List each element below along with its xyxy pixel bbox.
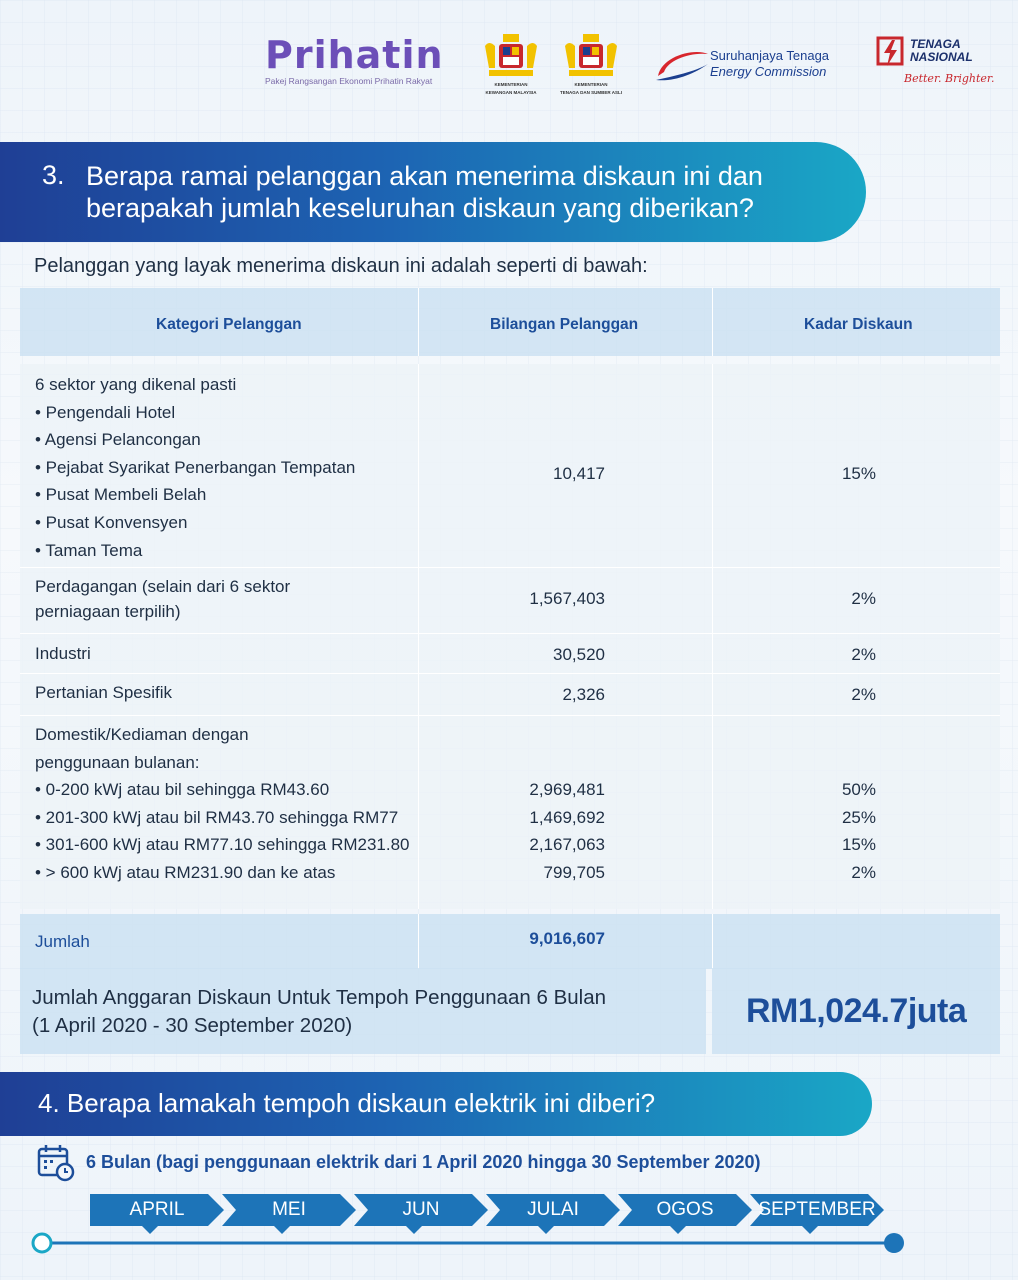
rate-value: 15% (841, 835, 876, 855)
rate-value: 25% (841, 807, 876, 827)
prihatin-logo (265, 33, 444, 86)
month-mei (222, 1192, 356, 1228)
crest-kewangan (466, 32, 556, 96)
energy-commission-logo (654, 46, 864, 86)
prihatin-wordmark: Prihatin (265, 33, 444, 77)
month-ogos (618, 1192, 752, 1228)
category-line: • Pusat Membeli Belah (35, 485, 207, 505)
row-rate: 2% (851, 685, 876, 704)
timeline-line (30, 1232, 910, 1254)
category-line: • 301-600 kWj atau RM77.10 sehingga RM231.80 (35, 835, 410, 855)
tnb-logo (876, 36, 996, 96)
category-line: • Agensi Pelancongan (35, 430, 201, 450)
coat-of-arms-icon (481, 32, 541, 80)
month-label: APRIL (129, 1199, 185, 1220)
category-line: • Pejabat Syarikat Penerbangan Tempatan (35, 457, 356, 477)
row-counts (529, 776, 605, 886)
summary-amount: RM1,024.7juta (746, 992, 967, 1030)
category-line: • > 600 kWj atau RM231.90 dan ke atas (35, 862, 336, 882)
row-count: 30,520 (553, 645, 605, 664)
column-divider (712, 288, 713, 356)
header-count: Bilangan Pelanggan (490, 316, 639, 333)
table-header (20, 288, 1000, 356)
category-line: • 201-300 kWj atau bil RM43.70 sehingga RM77 (35, 807, 399, 827)
header-category: Kategori Pelanggan (156, 316, 302, 333)
tnb-name-line1: TENAGA (910, 37, 961, 51)
prihatin-tagline: Pakej Rangsangan Ekonomi Prihatin Rakyat (265, 76, 433, 86)
summary-label-line1: Jumlah Anggaran Diskaun Untuk Tempoh Penggunaan 6 Bulan (32, 986, 607, 1009)
row-category (35, 371, 355, 564)
summary-label-line2: (1 April 2020 - 30 September 2020) (32, 1014, 353, 1037)
table-row (20, 634, 1000, 674)
crest-tenaga-label2: TENAGA DAN SUMBER ASLI (560, 90, 622, 95)
row-category (35, 574, 290, 624)
category-line: • 0-200 kWj atau bil sehingga RM43.60 (35, 780, 330, 800)
category-line: Domestik/Kediaman dengan (35, 725, 249, 744)
table-row (20, 568, 1000, 634)
question-3-banner (0, 142, 866, 242)
tnb-tagline: Better. Brighter. (904, 72, 995, 85)
crest-kewangan-label1: KEMENTERIAN (494, 82, 528, 87)
category-line: • Pusat Konvensyen (35, 512, 188, 532)
period-text: 6 Bulan (bagi penggunaan elektrik dari 1 April 2020 hingga 30 September 2020) (86, 1152, 761, 1172)
row-count: 1,567,403 (529, 589, 605, 608)
category-line: perniagaan terpilih) (35, 602, 181, 621)
count-value: 2,167,063 (529, 835, 605, 855)
table-body (20, 364, 1000, 909)
row-rate: 2% (851, 589, 876, 608)
question-3-text: Berapa ramai pelanggan akan menerima diskaun ini dan berapakah jumlah keseluruhan diskaun yang diberikan? (86, 161, 763, 223)
month-timeline (90, 1192, 890, 1236)
month-label: JULAI (527, 1199, 579, 1220)
tnb-bolt-icon (876, 36, 906, 70)
total-value: 9,016,607 (529, 929, 605, 948)
header-logos (0, 28, 1018, 108)
row-category: Pertanian Spesifik (35, 683, 173, 702)
customer-discount-table (20, 288, 1000, 969)
table-row (20, 716, 1000, 909)
count-value: 2,969,481 (529, 780, 605, 799)
question-4-text: 4. Berapa lamakah tempoh diskaun elektrik ini diberi? (38, 1088, 656, 1118)
question-4-banner (0, 1072, 872, 1136)
summary-amount-box (712, 968, 1000, 1054)
rate-value: 2% (851, 862, 876, 882)
st-logo-line2: Energy Commission (710, 64, 827, 79)
column-divider (418, 914, 419, 969)
rate-value: 50% (841, 780, 876, 799)
row-count: 10,417 (553, 464, 605, 483)
column-divider (712, 914, 713, 969)
row-count: 2,326 (562, 685, 605, 704)
timeline-end-dot (884, 1233, 904, 1253)
category-line: Perdagangan (selain dari 6 sektor (35, 577, 291, 596)
crest-tenaga-label1: KEMENTERIAN (574, 82, 608, 87)
tnb-name-line2: NASIONAL (910, 50, 973, 64)
header-rate: Kadar Diskaun (804, 316, 913, 333)
question-3-intro: Pelanggan yang layak menerima diskaun ini adalah seperti di bawah: (34, 255, 648, 277)
table-row (20, 674, 1000, 716)
table-total-row (20, 914, 1000, 969)
discount-period (36, 1142, 761, 1182)
month-label: OGOS (656, 1199, 714, 1220)
row-category (35, 721, 410, 887)
row-category: Industri (35, 644, 91, 663)
crest-kewangan-label2: KEWANGAN MALAYSIA (485, 90, 537, 95)
swoosh-icon (654, 46, 710, 86)
timeline-start-dot (33, 1234, 51, 1252)
discount-summary (20, 968, 1000, 1054)
category-line: • Pengendali Hotel (35, 402, 176, 422)
row-rates (842, 776, 876, 886)
category-line: • Taman Tema (35, 540, 143, 560)
table-row (20, 364, 1000, 568)
month-september (750, 1192, 884, 1228)
row-rate: 2% (851, 645, 876, 664)
month-julai (486, 1192, 620, 1228)
month-jun (354, 1192, 488, 1228)
calendar-clock-icon (36, 1142, 76, 1182)
category-line: 6 sektor yang dikenal pasti (35, 375, 237, 394)
tnb-name (910, 38, 973, 64)
st-logo-line1: Suruhanjaya Tenaga (710, 48, 830, 63)
month-april (90, 1192, 224, 1228)
summary-label-box (20, 968, 706, 1054)
category-line: penggunaan bulanan: (35, 752, 200, 772)
month-label: MEI (272, 1199, 306, 1220)
crest-tenaga (546, 32, 636, 96)
total-label: Jumlah (35, 932, 90, 951)
month-label: SEPTEMBER (758, 1199, 876, 1220)
count-value: 1,469,692 (529, 807, 605, 827)
column-divider (418, 288, 419, 356)
count-value: 799,705 (543, 862, 605, 882)
coat-of-arms-icon (561, 32, 621, 80)
month-label: JUN (402, 1199, 440, 1220)
question-3-number: 3. (42, 160, 65, 190)
row-rate: 15% (841, 464, 876, 483)
